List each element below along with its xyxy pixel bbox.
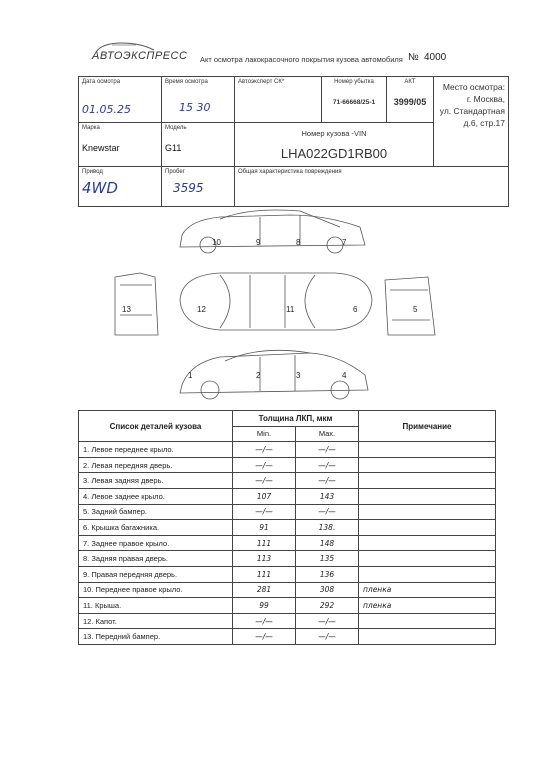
min-value: 91 <box>233 520 296 536</box>
col-parts-list: Список деталей кузова <box>79 411 233 442</box>
zone-label-7: 7 <box>342 238 347 247</box>
part-name: 6. Крышка багажника. <box>79 520 233 536</box>
logo <box>92 50 187 62</box>
part-name: 1. Левое переднее крыло. <box>79 442 233 458</box>
loss-label: Номер убытка <box>334 79 374 85</box>
mileage-label: Пробег <box>165 169 185 175</box>
note-value <box>359 520 496 536</box>
min-value: —/— <box>233 629 296 645</box>
model-cell <box>162 123 235 167</box>
note-value: пленка <box>359 598 496 614</box>
car-outline-drawing <box>110 205 440 405</box>
table-row <box>79 473 496 489</box>
brand-value: Knewstar <box>82 143 120 153</box>
max-value: 138. <box>296 520 359 536</box>
vin-label: Номер кузова -VIN <box>301 129 367 138</box>
drive-value: 4WD <box>82 179 118 197</box>
car-logo-icon <box>92 40 162 54</box>
min-value: 281 <box>233 582 296 598</box>
table-row <box>79 442 496 458</box>
loss-cell <box>322 77 387 123</box>
col-max: Max. <box>296 426 359 442</box>
note-value: пленка <box>359 582 496 598</box>
place-line1: г. Москва, <box>466 94 505 104</box>
zone-label-2: 2 <box>256 371 261 380</box>
max-value: 148 <box>296 535 359 551</box>
expert-label: Автоэксперт СК* <box>238 79 285 85</box>
damage-cell <box>235 167 509 207</box>
table-row <box>79 504 496 520</box>
date-value: 01.05.25 <box>82 103 131 116</box>
mileage-value: 3595 <box>173 181 204 195</box>
min-value: 113 <box>233 551 296 567</box>
min-value: —/— <box>233 504 296 520</box>
model-label: Модель <box>165 125 187 131</box>
place-cell <box>434 77 509 167</box>
part-name: 4. Левое заднее крыло. <box>79 488 233 504</box>
min-value: 107 <box>233 488 296 504</box>
max-value: —/— <box>296 442 359 458</box>
date-cell <box>79 77 162 123</box>
min-value: 99 <box>233 598 296 614</box>
document-number: 4000 <box>424 52 447 63</box>
note-value <box>359 535 496 551</box>
time-value: 15 30 <box>179 101 211 114</box>
part-name: 3. Левая задняя дверь. <box>79 473 233 489</box>
max-value: —/— <box>296 613 359 629</box>
drive-label: Привод <box>82 169 103 175</box>
part-name: 10. Переднее правое крыло. <box>79 582 233 598</box>
part-name: 12. Капот. <box>79 613 233 629</box>
act-label: АКТ <box>404 79 416 85</box>
col-thickness: Толщина ЛКП, мкм <box>233 411 359 427</box>
table-row <box>79 613 496 629</box>
place-line2: ул. Стандартная <box>439 106 505 116</box>
place-line3: д.6, стр.17 <box>463 118 505 128</box>
vin-cell <box>235 123 434 167</box>
zone-label-12: 12 <box>197 305 206 314</box>
note-value <box>359 473 496 489</box>
max-value: 143 <box>296 488 359 504</box>
note-value <box>359 551 496 567</box>
damage-label: Общая характеристика повреждения <box>238 169 342 175</box>
place-title: Место осмотра: <box>442 82 505 92</box>
mileage-cell <box>162 167 235 207</box>
zone-label-8: 8 <box>296 238 301 247</box>
expert-cell <box>235 77 322 123</box>
time-cell <box>162 77 235 123</box>
min-value: —/— <box>233 613 296 629</box>
max-value: 135 <box>296 551 359 567</box>
inspection-info-table <box>78 76 509 207</box>
zone-label-3: 3 <box>296 371 301 380</box>
max-value: 292 <box>296 598 359 614</box>
vin-value: LHA022GD1RB00 <box>280 146 388 161</box>
date-label: Дата осмотра <box>82 79 121 85</box>
act-cell <box>387 77 434 123</box>
part-name: 9. Правая передняя дверь. <box>79 566 233 582</box>
loss-value: 71-66668/25-1 <box>332 99 376 106</box>
zone-label-10: 10 <box>212 238 221 247</box>
table-row <box>79 566 496 582</box>
car-diagram <box>110 205 440 405</box>
zone-label-13: 13 <box>122 305 131 314</box>
max-value: 308 <box>296 582 359 598</box>
act-value: 3999/05 <box>393 97 427 107</box>
number-label: № <box>408 52 419 63</box>
part-name: 8. Задняя правая дверь. <box>79 551 233 567</box>
table-row <box>79 598 496 614</box>
zone-label-6: 6 <box>353 305 358 314</box>
table-row <box>79 520 496 536</box>
note-value <box>359 442 496 458</box>
table-row <box>79 535 496 551</box>
logo-text: АВТОЭКСПРЕСС <box>92 50 188 62</box>
table-row <box>79 488 496 504</box>
zone-label-4: 4 <box>342 371 347 380</box>
max-value: 136 <box>296 566 359 582</box>
zone-label-11: 11 <box>286 305 295 314</box>
min-value: —/— <box>233 473 296 489</box>
table-row <box>79 457 496 473</box>
max-value: —/— <box>296 629 359 645</box>
paint-thickness-table <box>78 410 496 645</box>
zone-label-1: 1 <box>188 371 193 380</box>
part-name: 13. Передний бампер. <box>79 629 233 645</box>
table-row <box>79 629 496 645</box>
part-name: 2. Левая передняя дверь. <box>79 457 233 473</box>
zone-label-9: 9 <box>256 238 261 247</box>
table-row <box>79 582 496 598</box>
part-name: 7. Заднее правое крыло. <box>79 535 233 551</box>
min-value: 111 <box>233 535 296 551</box>
max-value: —/— <box>296 504 359 520</box>
note-value <box>359 566 496 582</box>
table-row <box>79 551 496 567</box>
drive-cell <box>79 167 162 207</box>
note-value <box>359 613 496 629</box>
min-value: 111 <box>233 566 296 582</box>
min-value: —/— <box>233 442 296 458</box>
part-name: 5. Задний бампер. <box>79 504 233 520</box>
min-value: —/— <box>233 457 296 473</box>
col-min: Min. <box>233 426 296 442</box>
time-label: Время осмотра <box>165 79 208 85</box>
max-value: —/— <box>296 457 359 473</box>
max-value: —/— <box>296 473 359 489</box>
part-name: 11. Крыша. <box>79 598 233 614</box>
brand-cell <box>79 123 162 167</box>
note-value <box>359 629 496 645</box>
col-note: Примечание <box>359 411 496 442</box>
document-title: Акт осмотра лакокрасочного покрытия кузова автомобиля <box>200 55 403 64</box>
zone-label-5: 5 <box>413 305 418 314</box>
brand-label: Марка <box>82 125 100 131</box>
note-value <box>359 488 496 504</box>
note-value <box>359 504 496 520</box>
note-value <box>359 457 496 473</box>
model-value: G11 <box>165 143 182 153</box>
